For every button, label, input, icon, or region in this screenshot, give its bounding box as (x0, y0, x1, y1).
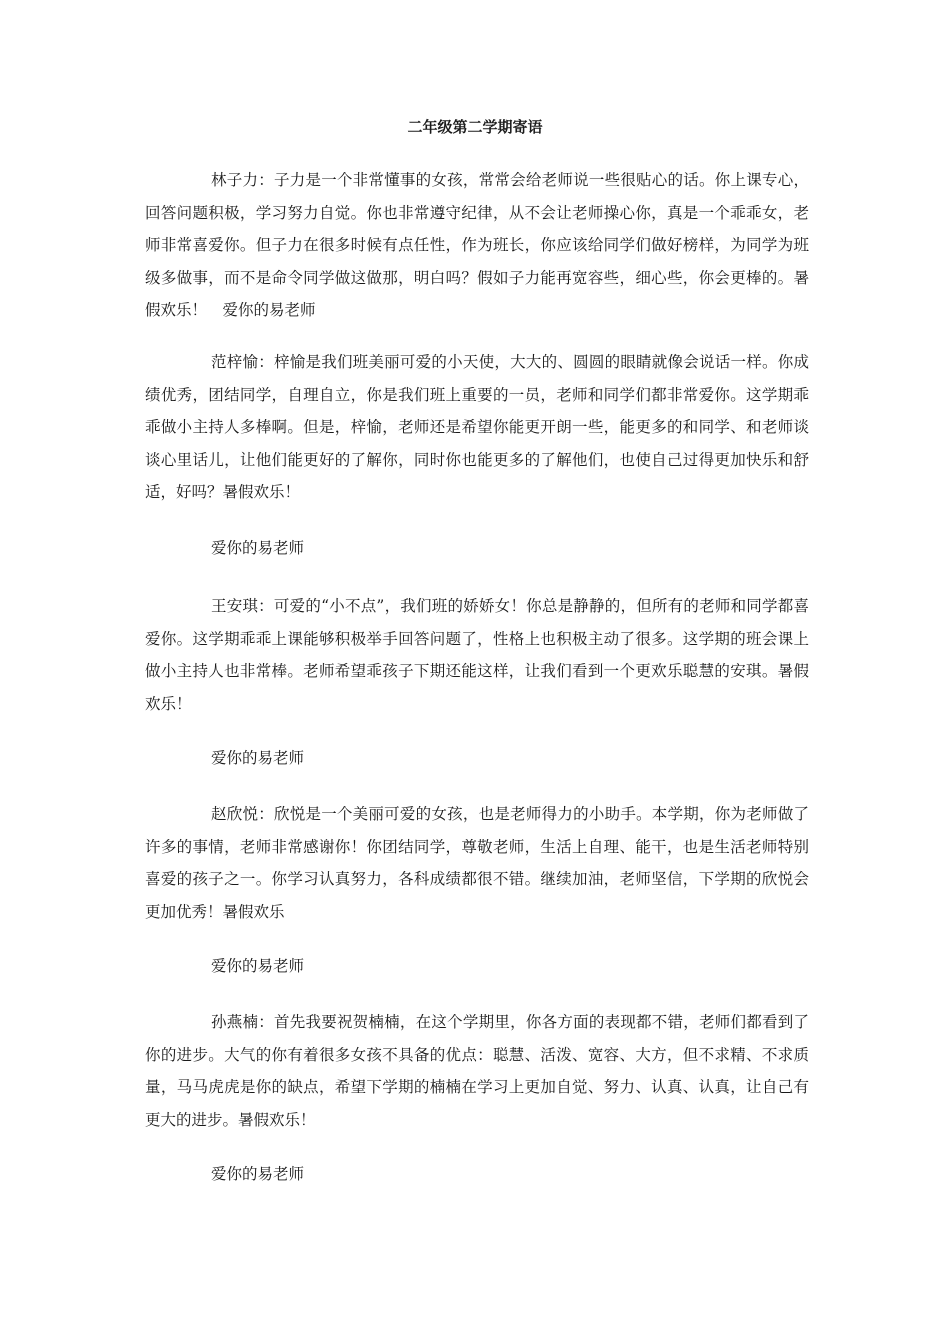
comment-paragraph-4: 赵欣悦：欣悦是一个美丽可爱的女孩，也是老师得力的小助手。本学期，你为老师做了许多的事情，老师非常感谢你！你团结同学，尊敬老师，生活上自理、能干，也是生活老师特别喜爱的孩子之一。你学习认真努力，各科成绩都很不错。继续加油，老师坚信，下学期的欣悦会更加优秀！暑假欢乐 (145, 805, 809, 921)
comment-paragraph-5: 孙燕楠：首先我要祝贺楠楠，在这个学期里，你各方面的表现都不错，老师们都看到了你的进步。大气的你有着很多女孩不具备的优点：聪慧、活泼、宽容、大方，但不求精、不求质量，马马虎虎是你的缺点，希望下学期的楠楠在学习上更加自觉、努力、认真、认真，让自己有更大的进步。暑假欢乐！ (145, 1013, 809, 1129)
signature-2: 爱你的易老师 (211, 539, 305, 557)
signature-5: 爱你的易老师 (211, 1165, 305, 1183)
comment-paragraph-3: 王安琪：可爱的“小不点”，我们班的娇娇女！你总是静静的，但所有的老师和同学都喜爱你。这学期乖乖上课能够积极举手回答问题了，性格上也积极主动了很多。这学期的班会课上做小主持人也非常棒。老师希望乖孩子下期还能这样，让我们看到一个更欢乐聪慧的安琪。暑假欢乐！ (145, 597, 809, 713)
signature-4: 爱你的易老师 (211, 957, 305, 975)
document-title: 二年级第二学期寄语 (407, 118, 543, 136)
comment-paragraph-1: 林子力：子力是一个非常懂事的女孩，常常会给老师说一些很贴心的话。你上课专心，回答问题积极，学习努力自觉。你也非常遵守纪律，从不会让老师操心你，真是一个乖乖女，老师非常喜爱你。但子力在很多时候有点任性，作为班长，你应该给同学们做好榜样，为同学为班级多做事，而不是命令同学做这做那，明白吗？假如子力能再宽容些，细心些，你会更棒的。暑假欢乐！ 爱你的易老师 (145, 171, 809, 319)
comment-paragraph-2: 范梓愉：梓愉是我们班美丽可爱的小天使，大大的、圆圆的眼睛就像会说话一样。你成绩优秀，团结同学，自理自立，你是我们班上重要的一员，老师和同学们都非常爱你。这学期乖乖做小主持人多棒啊。但是，梓愉，老师还是希望你能更开朗一些，能更多的和同学、和老师谈谈心里话儿，让他们能更好的了解你，同时你也能更多的了解他们，也使自己过得更加快乐和舒适，好吗？暑假欢乐！ (145, 353, 809, 501)
signature-3: 爱你的易老师 (211, 749, 305, 767)
